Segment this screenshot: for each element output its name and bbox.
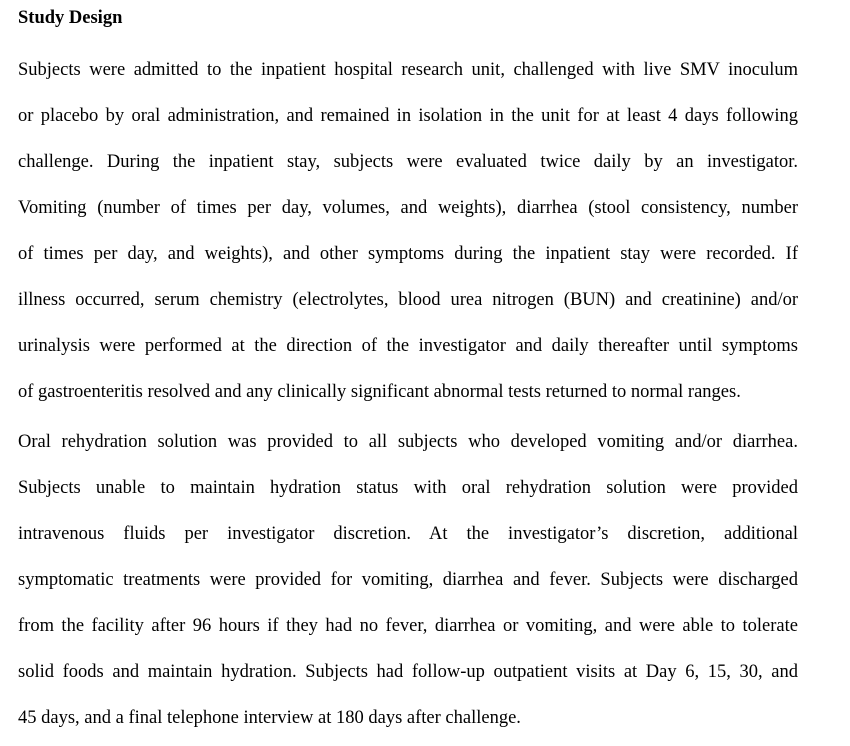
text-line: illness occurred, serum chemistry (electrolytes, blood urea nitrogen (BUN) and creatinine) and/or: [18, 290, 798, 310]
section-heading: Study Design: [18, 8, 123, 28]
text-line: Vomiting (number of times per day, volumes, and weights), diarrhea (stool consistency, number: [18, 198, 798, 218]
text-line: Subjects were admitted to the inpatient hospital research unit, challenged with live SMV inoculum: [18, 60, 798, 80]
text-line: of gastroenteritis resolved and any clinically significant abnormal tests returned to normal ranges.: [18, 382, 741, 402]
text-line: of times per day, and weights), and other symptoms during the inpatient stay were recorded. If: [18, 244, 798, 264]
paragraph-treatment-discharge: [18, 419, 798, 741]
text-line: Oral rehydration solution was provided to all subjects who developed vomiting and/or diarrhea.: [18, 432, 798, 452]
text-line: from the facility after 96 hours if they had no fever, diarrhea or vomiting, and were able to tolerate: [18, 616, 798, 636]
text-line: solid foods and maintain hydration. Subjects had follow-up outpatient visits at Day 6, 15, 30, and: [18, 662, 798, 682]
text-line: or placebo by oral administration, and remained in isolation in the unit for at least 4 days following: [18, 106, 798, 126]
text-line: Subjects unable to maintain hydration status with oral rehydration solution were provided: [18, 478, 798, 498]
text-line: challenge. During the inpatient stay, subjects were evaluated twice daily by an investigator.: [18, 152, 798, 172]
text-line: urinalysis were performed at the direction of the investigator and daily thereafter until symptoms: [18, 336, 798, 356]
text-line: 45 days, and a final telephone interview at 180 days after challenge.: [18, 708, 521, 728]
paragraph-study-procedures: [18, 47, 798, 415]
document-page: [18, 7, 798, 741]
text-line: intravenous fluids per investigator discretion. At the investigator’s discretion, additional: [18, 524, 798, 544]
text-line: symptomatic treatments were provided for vomiting, diarrhea and fever. Subjects were discharged: [18, 570, 798, 590]
